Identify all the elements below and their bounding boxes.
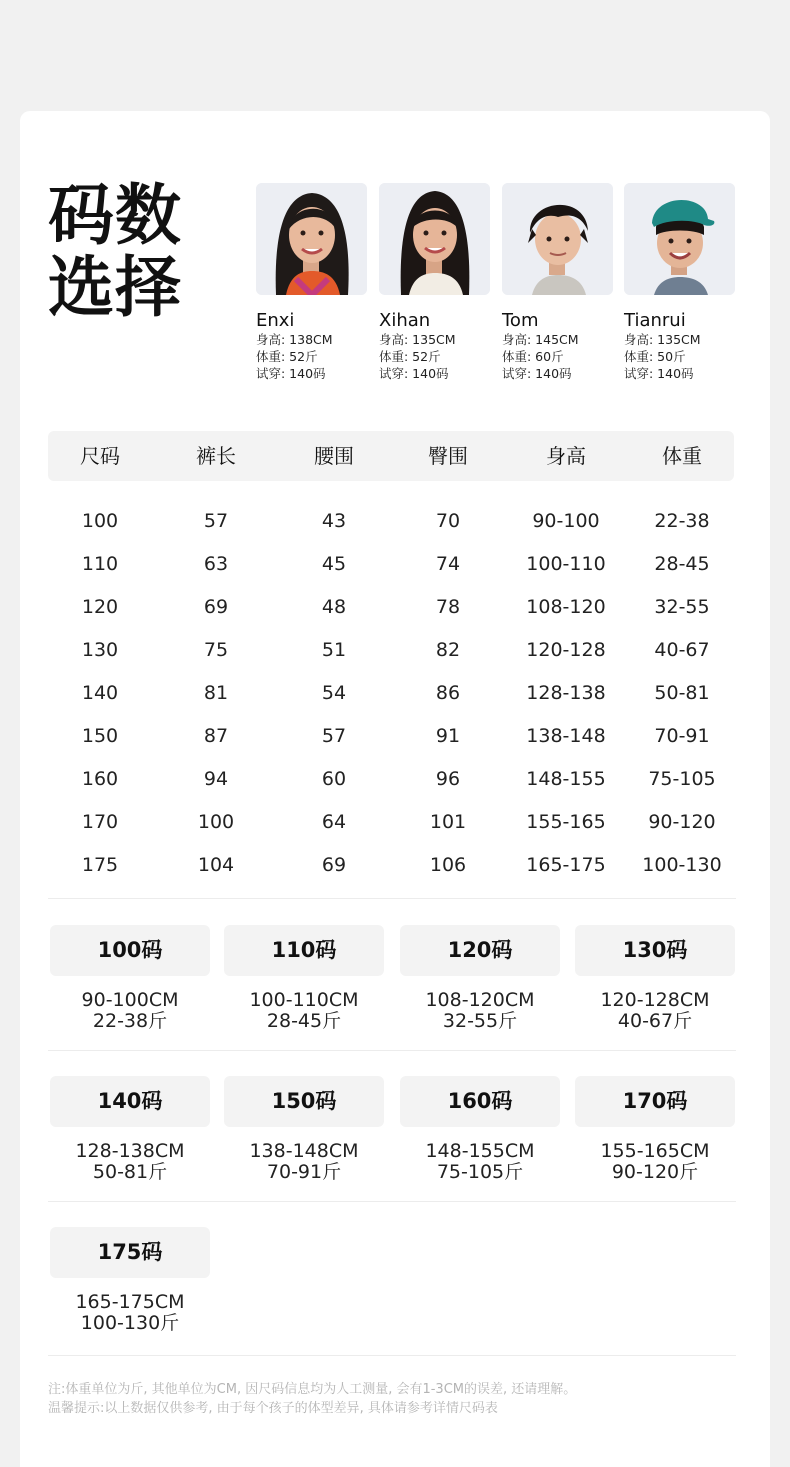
cell-waist: 64 (321, 811, 347, 833)
cell-waist: 57 (321, 725, 347, 747)
cell-pants-length: 100 (197, 811, 235, 833)
model-card-tianrui (624, 183, 736, 382)
cell-pants-length: 81 (203, 682, 229, 704)
cell-weight: 50-81 (654, 682, 710, 704)
cell-hip: 86 (435, 682, 461, 704)
cell-hip: 78 (435, 596, 461, 618)
table-row (48, 844, 734, 887)
table-row (48, 500, 734, 543)
model-card-enxi (256, 183, 368, 382)
model-name: Enxi (256, 310, 295, 331)
cell-hip: 106 (429, 854, 467, 876)
model-name: Tom (502, 310, 539, 331)
cell-size: 120 (81, 596, 119, 618)
model-photo (256, 183, 367, 295)
cell-height: 165-175 (526, 854, 606, 876)
size-card-label: 130码 (575, 925, 735, 976)
size-card-label: 120码 (400, 925, 560, 976)
header-hip: 臀围 (428, 444, 468, 468)
size-card-label: 140码 (50, 1076, 210, 1127)
cell-height: 108-120 (526, 596, 606, 618)
cell-waist: 60 (321, 768, 347, 790)
cell-waist: 48 (321, 596, 347, 618)
size-card (575, 925, 735, 1032)
header-size: 尺码 (80, 444, 120, 468)
cell-size: 140 (81, 682, 119, 704)
size-card (575, 1076, 735, 1183)
cell-height: 120-128 (526, 639, 606, 661)
model-tried-size: 试穿: 140码 (256, 366, 326, 381)
table-row (48, 758, 734, 801)
page-title (48, 177, 198, 326)
size-card-weight: 75-105斤 (436, 1161, 524, 1183)
cell-height: 128-138 (526, 682, 606, 704)
model-height: 身高: 145CM (502, 332, 579, 347)
size-card-label: 175码 (50, 1227, 210, 1278)
cell-weight: 75-105 (648, 768, 716, 790)
size-card-weight: 50-81斤 (92, 1161, 168, 1183)
cell-size: 130 (81, 639, 119, 661)
model-weight: 体重: 60斤 (502, 349, 564, 364)
size-card-height: 100-110CM (249, 989, 359, 1011)
table-row (48, 543, 734, 586)
size-card-weight: 100-130斤 (80, 1312, 180, 1334)
size-card-weight: 28-45斤 (266, 1010, 342, 1032)
cell-hip: 96 (435, 768, 461, 790)
cell-weight: 28-45 (654, 553, 710, 575)
cell-weight: 100-130 (642, 854, 722, 876)
size-card-height: 148-155CM (425, 1140, 535, 1162)
cell-weight: 90-120 (648, 811, 716, 833)
cell-height: 148-155 (526, 768, 606, 790)
size-card-label: 150码 (224, 1076, 384, 1127)
cell-pants-length: 75 (203, 639, 229, 661)
cell-height: 90-100 (532, 510, 600, 532)
model-tried-size: 试穿: 140码 (624, 366, 694, 381)
cell-hip: 82 (435, 639, 461, 661)
cell-pants-length: 87 (203, 725, 229, 747)
size-card-height: 155-165CM (600, 1140, 710, 1162)
cell-size: 100 (81, 510, 119, 532)
model-card-xihan (379, 183, 491, 382)
section-divider (48, 898, 736, 899)
section-divider (48, 1050, 736, 1051)
size-table-header (48, 431, 734, 481)
model-height: 身高: 135CM (379, 332, 456, 347)
size-card-weight: 70-91斤 (266, 1161, 342, 1183)
size-card-label: 100码 (50, 925, 210, 976)
size-card (224, 925, 384, 1032)
model-tried-size: 试穿: 140码 (502, 366, 572, 381)
model-height: 身高: 135CM (624, 332, 701, 347)
cell-height: 155-165 (526, 811, 606, 833)
table-row (48, 629, 734, 672)
header-weight: 体重 (662, 444, 702, 468)
cell-hip: 70 (435, 510, 461, 532)
footnotes (48, 1380, 748, 1418)
cell-weight: 70-91 (654, 725, 710, 747)
cell-waist: 45 (321, 553, 347, 575)
size-card-weight: 90-120斤 (611, 1161, 699, 1183)
cell-hip: 101 (429, 811, 467, 833)
cell-weight: 40-67 (654, 639, 710, 661)
cell-pants-length: 104 (197, 854, 235, 876)
model-weight: 体重: 52斤 (256, 349, 318, 364)
size-card (50, 1227, 210, 1334)
cell-size: 175 (81, 854, 119, 876)
cell-waist: 69 (321, 854, 347, 876)
table-row (48, 715, 734, 758)
size-card-label: 160码 (400, 1076, 560, 1127)
cell-pants-length: 69 (203, 596, 229, 618)
cell-height: 100-110 (526, 553, 606, 575)
size-card (400, 1076, 560, 1183)
table-row (48, 801, 734, 844)
model-name: Tianrui (624, 310, 686, 331)
cell-waist: 43 (321, 510, 347, 532)
table-row (48, 672, 734, 715)
cell-size: 170 (81, 811, 119, 833)
size-card-height: 120-128CM (600, 989, 710, 1011)
model-photo (502, 183, 613, 295)
size-card-weight: 40-67斤 (617, 1010, 693, 1032)
cell-size: 160 (81, 768, 119, 790)
cell-weight: 22-38 (654, 510, 710, 532)
size-card-weight: 32-55斤 (442, 1010, 518, 1032)
cell-waist: 54 (321, 682, 347, 704)
note-units: 注:体重单位为斤, 其他单位为CM, 因尺码信息均为人工测量, 会有1-3CM的误差, 还请理解。 (48, 1382, 577, 1397)
size-card (50, 1076, 210, 1183)
cell-waist: 51 (321, 639, 347, 661)
cell-pants-length: 63 (203, 553, 229, 575)
size-card-weight: 22-38斤 (92, 1010, 168, 1032)
section-divider (48, 1355, 736, 1356)
cell-hip: 74 (435, 553, 461, 575)
section-divider (48, 1201, 736, 1202)
cell-pants-length: 94 (203, 768, 229, 790)
title-line-2: 选择 (48, 249, 182, 326)
cell-hip: 91 (435, 725, 461, 747)
model-height: 身高: 138CM (256, 332, 333, 347)
model-list (256, 183, 736, 393)
model-tried-size: 试穿: 140码 (379, 366, 449, 381)
model-card-tom (502, 183, 614, 382)
size-card-height: 165-175CM (75, 1291, 185, 1313)
size-card-height: 128-138CM (75, 1140, 185, 1162)
model-photo (624, 183, 735, 295)
cell-weight: 32-55 (654, 596, 710, 618)
header-pants-length: 裤长 (196, 444, 236, 468)
size-card-height: 108-120CM (425, 989, 535, 1011)
size-card (400, 925, 560, 1032)
cell-height: 138-148 (526, 725, 606, 747)
table-row (48, 586, 734, 629)
size-card-height: 90-100CM (81, 989, 179, 1011)
cell-pants-length: 57 (203, 510, 229, 532)
model-name: Xihan (379, 310, 431, 331)
title-line-1: 码数 (48, 177, 182, 254)
size-card (224, 1076, 384, 1183)
model-weight: 体重: 52斤 (379, 349, 441, 364)
model-weight: 体重: 50斤 (624, 349, 686, 364)
size-card-label: 170码 (575, 1076, 735, 1127)
size-card (50, 925, 210, 1032)
cell-size: 150 (81, 725, 119, 747)
model-photo (379, 183, 490, 295)
header-waist: 腰围 (314, 444, 354, 468)
note-tip: 温馨提示:以上数据仅供参考, 由于每个孩子的体型差异, 具体请参考详情尺码表 (48, 1401, 498, 1416)
size-card-height: 138-148CM (249, 1140, 359, 1162)
header-height: 身高 (546, 444, 586, 468)
cell-size: 110 (81, 553, 119, 575)
size-card-label: 110码 (224, 925, 384, 976)
